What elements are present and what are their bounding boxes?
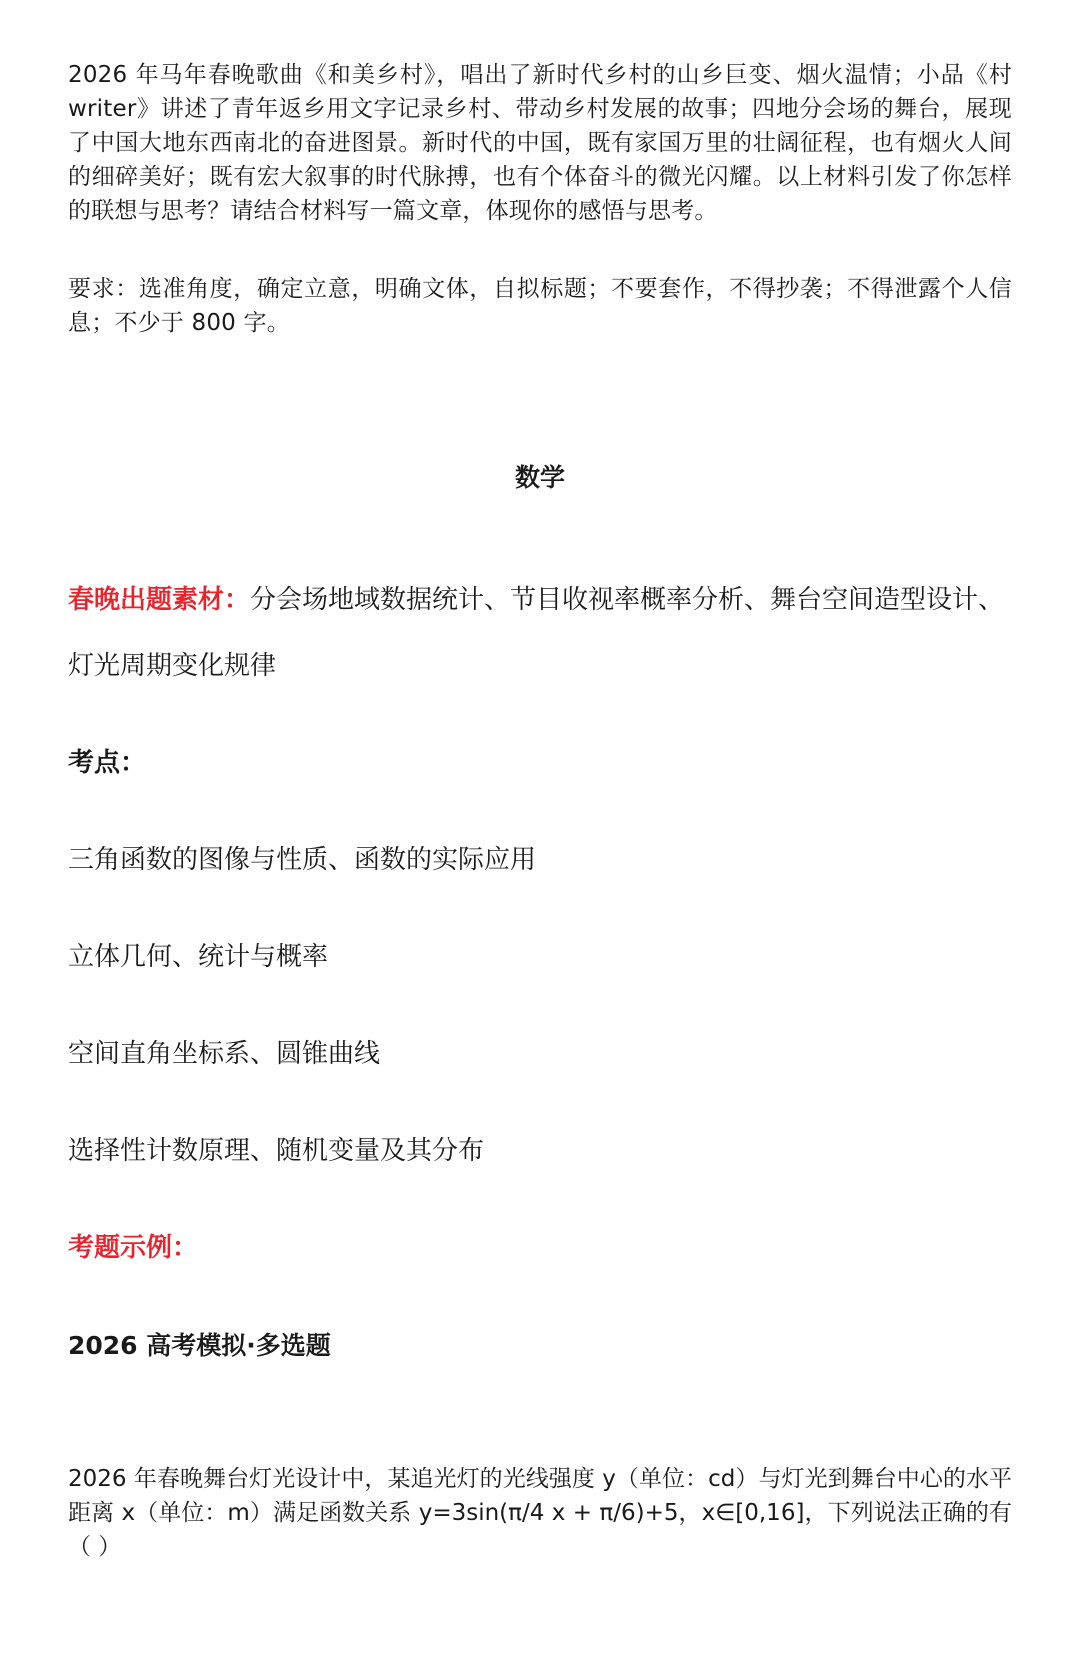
point-item-3: 空间直角坐标系、圆锥曲线 xyxy=(68,1039,381,1069)
points-label: 考点： xyxy=(68,748,147,778)
material-label: 春晚出题素材： xyxy=(68,585,251,615)
material-line-2: 灯光周期变化规律 xyxy=(68,651,277,681)
essay-requirements: 要求：选准角度，确定立意，明确文体，自拟标题；不要套作，不得抄袭；不得泄露个人信息；不少于 800 字。 xyxy=(68,276,1012,336)
example-heading: 2026 高考模拟·多选题 xyxy=(68,1331,331,1360)
material-line xyxy=(68,582,1012,618)
example-label: 考题示例： xyxy=(68,1233,199,1263)
example-question-text: 2026 年春晚舞台灯光设计中，某追光灯的光线强度 y（单位：cd）与灯光到舞台中心的水平距离 x（单位：m）满足函数关系 y=3sin(π/4 x + π/6)+5，x∈[0,16]，下列说法正确的有（ ） xyxy=(68,1466,1012,1560)
material-text: 分会场地域数据统计、节目收视率概率分析、舞台空间造型设计、 xyxy=(250,585,1005,615)
point-item-1: 三角函数的图像与性质、函数的实际应用 xyxy=(68,845,537,875)
point-item-2: 立体几何、统计与概率 xyxy=(68,942,329,972)
point-item-4: 选择性计数原理、随机变量及其分布 xyxy=(68,1136,485,1166)
essay-material-paragraph: 2026 年马年春晚歌曲《和美乡村》，唱出了新时代乡村的山乡巨变、烟火温情；小品《村 writer》讲述了青年返乡用文字记录乡村、带动乡村发展的故事；四地分会场的舞台，展现了中国大地东西南北的奋进图景。新时代的中国，既有家国万里的壮阔征程，也有烟火人间的细碎美好；既有宏大叙事的时代脉搏，也有个体奋斗的微光闪耀。以上材料引发了你怎样的联想与思考？请结合材料写一篇文章，体现你的感悟与思考。 xyxy=(68,62,1012,224)
math-section-title: 数学 xyxy=(514,463,565,492)
